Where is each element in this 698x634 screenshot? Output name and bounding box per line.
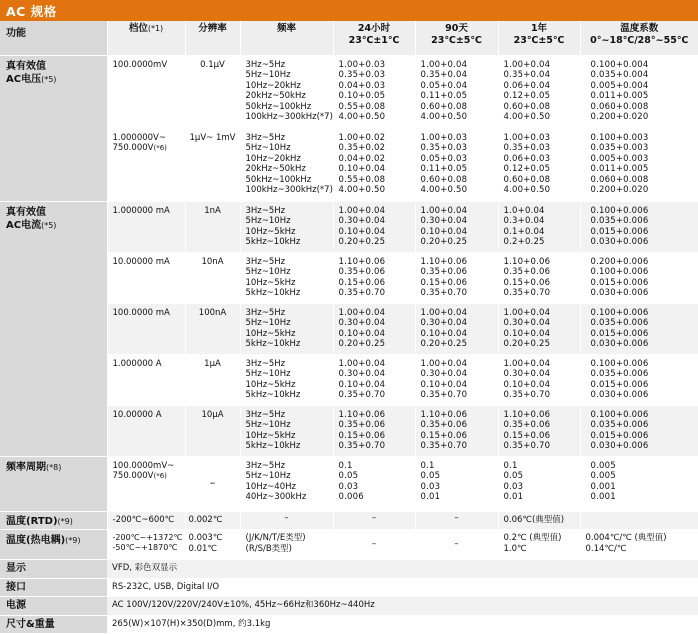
aci-tc-5: 0.100+0.006 0.035+0.006 0.015+0.006 0.030+0.006 bbox=[580, 405, 698, 456]
aci-1y-1: 1.0+0.04 0.3+0.04 0.1+0.04 0.2+0.25 bbox=[498, 201, 580, 252]
rtd-label: 温度(RTD)(*9) bbox=[0, 511, 107, 530]
interface-row bbox=[0, 578, 698, 597]
aci-range-2: 10.00000 mA bbox=[107, 252, 185, 303]
freq-period-tc: 0.005 0.005 0.001 0.001 bbox=[580, 456, 698, 511]
aci-90d-3: 1.00+0.04 0.30+0.04 0.10+0.04 0.20+0.25 bbox=[415, 303, 498, 354]
aci-range-4: 1.000000 A bbox=[107, 354, 185, 405]
acv-range-2: 1.000000V~ 750.000V(*6) bbox=[107, 128, 185, 201]
acv-1y-1: 1.00+0.04 0.35+0.04 0.06+0.04 0.12+0.05 0.60+0.08 4.00+0.50 bbox=[498, 55, 580, 128]
aci-row-1 bbox=[0, 201, 698, 252]
table-header bbox=[0, 21, 698, 55]
rtd-24h: – bbox=[333, 511, 415, 530]
thermocouple-types: (J/K/N/T/E类型) (R/S/B类型) bbox=[240, 530, 333, 560]
header-90d: 90天 23℃±5℃ bbox=[415, 21, 498, 55]
acv-tc-2: 0.100+0.003 0.035+0.003 0.005+0.003 0.011+0.005 0.060+0.008 0.200+0.020 bbox=[580, 128, 698, 201]
size-label: 尺寸&重量 bbox=[0, 615, 107, 634]
aci-90d-1: 1.00+0.04 0.30+0.04 0.10+0.04 0.20+0.25 bbox=[415, 201, 498, 252]
aci-freq-5: 3Hz~5Hz 5Hz~10Hz 10Hz~5kHz 5kHz~10kHz bbox=[240, 405, 333, 456]
acv-function-label: 真有效值 AC电压(*5) bbox=[0, 55, 107, 201]
rtd-90d: – bbox=[415, 511, 498, 530]
aci-90d-5: 1.10+0.06 0.35+0.06 0.15+0.06 0.35+0.70 bbox=[415, 405, 498, 456]
size-value: 265(W)×107(H)×350(D)mm, 约3.1kg bbox=[107, 615, 698, 634]
interface-value: RS-232C, USB, Digital I/O bbox=[107, 578, 698, 597]
power-label: 电源 bbox=[0, 597, 107, 616]
aci-res-5: 10μA bbox=[185, 405, 240, 456]
thermocouple-1y: 0.2℃ (典型值) 1.0℃ bbox=[498, 530, 580, 560]
aci-1y-2: 1.10+0.06 0.35+0.06 0.15+0.06 0.35+0.70 bbox=[498, 252, 580, 303]
acv-24h-2: 1.00+0.02 0.35+0.02 0.04+0.02 0.10+0.04 0.55+0.08 4.00+0.50 bbox=[333, 128, 415, 201]
section-title-bar bbox=[0, 0, 698, 21]
freq-period-row bbox=[0, 456, 698, 511]
aci-res-3: 100nA bbox=[185, 303, 240, 354]
power-value: AC 100V/120V/220V/240V±10%, 45Hz~66Hz和360Hz~440Hz bbox=[107, 597, 698, 616]
aci-24h-3: 1.00+0.04 0.30+0.04 0.10+0.04 0.20+0.25 bbox=[333, 303, 415, 354]
display-value: VFD, 彩色双显示 bbox=[107, 560, 698, 579]
aci-tc-1: 0.100+0.006 0.035+0.006 0.015+0.006 0.030+0.006 bbox=[580, 201, 698, 252]
header-frequency: 频率 bbox=[240, 21, 333, 55]
aci-freq-1: 3Hz~5Hz 5Hz~10Hz 10Hz~5kHz 5kHz~10kHz bbox=[240, 201, 333, 252]
aci-range-1: 1.000000 mA bbox=[107, 201, 185, 252]
aci-res-2: 10nA bbox=[185, 252, 240, 303]
thermocouple-row bbox=[0, 530, 698, 560]
header-resolution: 分辨率 bbox=[185, 21, 240, 55]
header-range: 档位(*1) bbox=[107, 21, 185, 55]
aci-24h-5: 1.10+0.06 0.35+0.06 0.15+0.06 0.35+0.70 bbox=[333, 405, 415, 456]
freq-period-label: 频率周期(*8) bbox=[0, 456, 107, 511]
aci-24h-2: 1.10+0.06 0.35+0.06 0.15+0.06 0.35+0.70 bbox=[333, 252, 415, 303]
rtd-1y: 0.06℃(典型值) bbox=[498, 511, 580, 530]
acv-tc-1: 0.100+0.004 0.035+0.004 0.005+0.004 0.011+0.005 0.060+0.008 0.200+0.020 bbox=[580, 55, 698, 128]
acv-range-1: 100.0000mV bbox=[107, 55, 185, 128]
freq-period-range: 100.0000mV~ 750.000V(*6) bbox=[107, 456, 185, 511]
interface-label: 接口 bbox=[0, 578, 107, 597]
ac-spec-table bbox=[0, 21, 698, 634]
thermocouple-24h: – bbox=[333, 530, 415, 560]
aci-90d-2: 1.10+0.06 0.35+0.06 0.15+0.06 0.35+0.70 bbox=[415, 252, 498, 303]
acv-90d-1: 1.00+0.04 0.35+0.04 0.05+0.04 0.11+0.05 0.60+0.08 4.00+0.50 bbox=[415, 55, 498, 128]
size-row bbox=[0, 615, 698, 634]
aci-freq-2: 3Hz~5Hz 5Hz~10Hz 10Hz~5kHz 5kHz~10kHz bbox=[240, 252, 333, 303]
thermocouple-res: 0.003℃ 0.01℃ bbox=[185, 530, 240, 560]
acv-row-1 bbox=[0, 55, 698, 128]
thermocouple-90d: – bbox=[415, 530, 498, 560]
section-title: AC 规格 bbox=[6, 4, 57, 19]
aci-tc-2: 0.200+0.006 0.100+0.006 0.015+0.006 0.030+0.006 bbox=[580, 252, 698, 303]
aci-res-4: 1μA bbox=[185, 354, 240, 405]
aci-tc-4: 0.100+0.006 0.035+0.006 0.015+0.006 0.030+0.006 bbox=[580, 354, 698, 405]
acv-1y-2: 1.00+0.03 0.35+0.03 0.06+0.03 0.12+0.05 0.60+0.08 4.00+0.50 bbox=[498, 128, 580, 201]
aci-res-1: 1nA bbox=[185, 201, 240, 252]
rtd-range: -200℃~600℃ bbox=[107, 511, 185, 530]
aci-1y-5: 1.10+0.06 0.35+0.06 0.15+0.06 0.35+0.70 bbox=[498, 405, 580, 456]
aci-tc-3: 0.100+0.006 0.035+0.006 0.015+0.006 0.030+0.006 bbox=[580, 303, 698, 354]
acv-res-2: 1μV~ 1mV bbox=[185, 128, 240, 201]
aci-24h-1: 1.00+0.04 0.30+0.04 0.10+0.04 0.20+0.25 bbox=[333, 201, 415, 252]
display-label: 显示 bbox=[0, 560, 107, 579]
freq-period-res: – bbox=[185, 456, 240, 511]
acv-res-1: 0.1μV bbox=[185, 55, 240, 128]
freq-period-90d: 0.1 0.05 0.03 0.01 bbox=[415, 456, 498, 511]
aci-freq-4: 3Hz~5Hz 5Hz~10Hz 10Hz~5kHz 5kHz~10kHz bbox=[240, 354, 333, 405]
rtd-row bbox=[0, 511, 698, 530]
aci-90d-4: 1.00+0.04 0.30+0.04 0.10+0.04 0.35+0.70 bbox=[415, 354, 498, 405]
aci-freq-3: 3Hz~5Hz 5Hz~10Hz 10Hz~5kHz 5kHz~10kHz bbox=[240, 303, 333, 354]
freq-period-freq: 3Hz~5Hz 5Hz~10Hz 10Hz~40Hz 40Hz~300kHz bbox=[240, 456, 333, 511]
display-row bbox=[0, 560, 698, 579]
acv-24h-1: 1.00+0.03 0.35+0.03 0.04+0.03 0.10+0.05 0.55+0.08 4.00+0.50 bbox=[333, 55, 415, 128]
aci-range-5: 10.00000 A bbox=[107, 405, 185, 456]
acv-90d-2: 1.00+0.03 0.35+0.03 0.05+0.03 0.11+0.05 0.60+0.08 4.00+0.50 bbox=[415, 128, 498, 201]
acv-freq-2: 3Hz~5Hz 5Hz~10Hz 10Hz~20kHz 20kHz~50kHz 50kHz~100kHz 100kHz~300kHz(*7) bbox=[240, 128, 333, 201]
aci-1y-4: 1.00+0.04 0.30+0.04 0.10+0.04 0.35+0.70 bbox=[498, 354, 580, 405]
rtd-tc bbox=[580, 511, 698, 530]
thermocouple-range: -200℃~+1372℃ -50℃~+1870℃ bbox=[107, 530, 185, 560]
aci-1y-3: 1.00+0.04 0.30+0.04 0.10+0.04 0.20+0.25 bbox=[498, 303, 580, 354]
header-1y: 1年 23℃±5℃ bbox=[498, 21, 580, 55]
header-temp-coeff: 温度系数 0°~18℃/28°~55℃ bbox=[580, 21, 698, 55]
aci-range-3: 100.0000 mA bbox=[107, 303, 185, 354]
freq-period-1y: 0.1 0.05 0.03 0.01 bbox=[498, 456, 580, 511]
aci-24h-4: 1.00+0.04 0.30+0.04 0.10+0.04 0.35+0.70 bbox=[333, 354, 415, 405]
rtd-freq: – bbox=[240, 511, 333, 530]
aci-function-label: 真有效值 AC电流(*5) bbox=[0, 201, 107, 456]
power-row bbox=[0, 597, 698, 616]
acv-freq-1: 3Hz~5Hz 5Hz~10Hz 10Hz~20kHz 20kHz~50kHz 50kHz~100kHz 100kHz~300kHz(*7) bbox=[240, 55, 333, 128]
header-24h: 24小时 23℃±1℃ bbox=[333, 21, 415, 55]
rtd-res: 0.002℃ bbox=[185, 511, 240, 530]
thermocouple-label: 温度(热电耦)(*9) bbox=[0, 530, 107, 560]
thermocouple-tc: 0.004℃/℃ (典型值) 0.14℃/℃ bbox=[580, 530, 698, 560]
header-function: 功能 bbox=[0, 21, 107, 55]
freq-period-24h: 0.1 0.05 0.03 0.006 bbox=[333, 456, 415, 511]
